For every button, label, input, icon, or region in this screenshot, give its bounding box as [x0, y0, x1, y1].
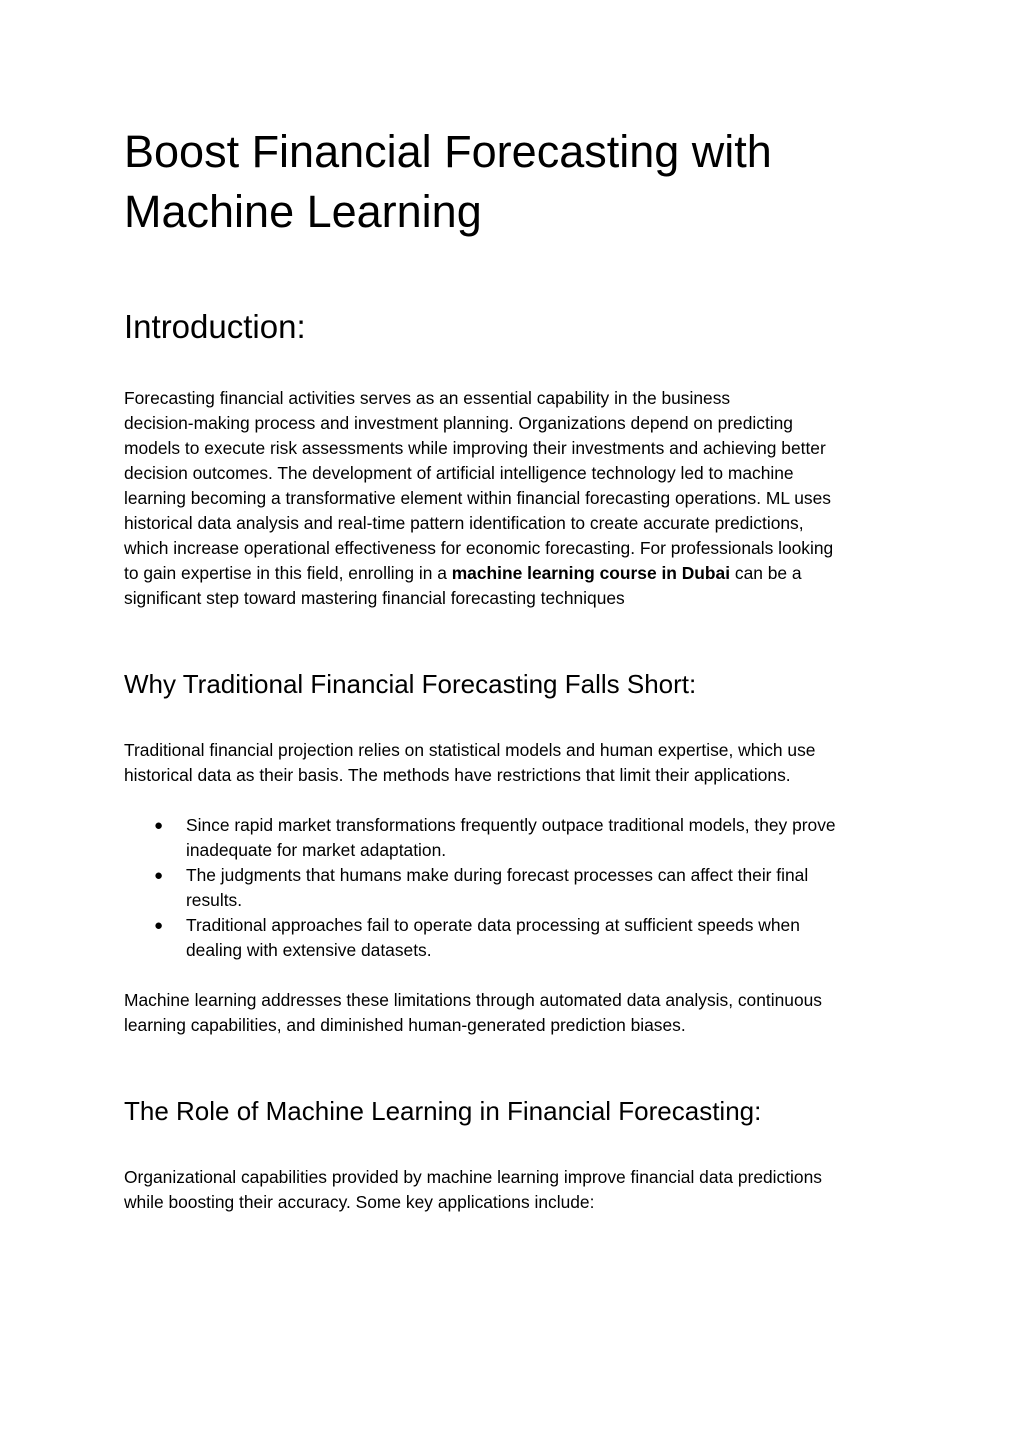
paragraph-text: to gain expertise in this field, enrolling in a	[124, 563, 452, 583]
paragraph-line: learning capabilities, and diminished human-generated prediction biases.	[124, 1015, 686, 1035]
paragraph-line: historical data as their basis. The methods have restrictions that limit their applications.	[124, 765, 791, 785]
paragraph-line: learning becoming a transformative element within financial forecasting operations. ML uses	[124, 488, 831, 508]
bullet-icon: ●	[154, 917, 164, 934]
paragraph-line: significant step toward mastering financial forecasting techniques	[124, 588, 625, 608]
paragraph-line: Organizational capabilities provided by machine learning improve financial data predictions	[124, 1167, 822, 1187]
paragraph-line: decision outcomes. The development of artificial intelligence technology led to machine	[124, 463, 794, 483]
section1-paragraph	[124, 738, 899, 788]
paragraph-line: while boosting their accuracy. Some key applications include:	[124, 1192, 595, 1212]
list-item-line: inadequate for market adaptation.	[186, 840, 447, 860]
list-item	[124, 813, 886, 863]
bold-keyword: machine learning course in Dubai	[451, 563, 731, 583]
section-heading-traditional: Why Traditional Financial Forecasting Falls Short:	[124, 669, 697, 699]
paragraph-text: can be a	[730, 563, 802, 583]
paragraph-line: decision-making process and investment planning. Organizations depend on predicting	[124, 413, 793, 433]
list-item	[124, 863, 886, 913]
paragraph-line: which increase operational effectiveness for economic forecasting. For professionals looking	[124, 538, 834, 558]
paragraph-line: Traditional financial projection relies on statistical models and human expertise, which use	[124, 740, 816, 760]
intro-heading: Introduction:	[124, 308, 306, 345]
intro-paragraph	[124, 386, 899, 611]
paragraph-line	[124, 561, 899, 586]
title-line: Boost Financial Forecasting with	[124, 126, 772, 177]
paragraph-line: historical data analysis and real-time pattern identification to create accurate predictions,	[124, 513, 804, 533]
section1-closing-paragraph	[124, 988, 899, 1038]
list-item-line: The judgments that humans make during forecast processes can affect their final	[186, 865, 809, 885]
section-heading-role: The Role of Machine Learning in Financial Forecasting:	[124, 1096, 762, 1126]
paragraph-line: models to execute risk assessments while improving their investments and achieving better	[124, 438, 826, 458]
document-title	[124, 122, 884, 242]
list-item-line: Traditional approaches fail to operate data processing at sufficient speeds when	[186, 915, 800, 935]
title-line: Machine Learning	[124, 186, 482, 237]
bullet-icon: ●	[154, 867, 164, 884]
list-item-line: results.	[186, 890, 243, 910]
paragraph-line: Forecasting financial activities serves as an essential capability in the business	[124, 388, 731, 408]
paragraph-line: Machine learning addresses these limitations through automated data analysis, continuous	[124, 990, 822, 1010]
bullet-icon: ●	[154, 817, 164, 834]
list-item	[124, 913, 886, 963]
list-item-line: Since rapid market transformations frequently outpace traditional models, they prove	[186, 815, 836, 835]
limitations-list	[124, 813, 904, 963]
list-item-line: dealing with extensive datasets.	[186, 940, 432, 960]
section2-paragraph	[124, 1165, 899, 1215]
